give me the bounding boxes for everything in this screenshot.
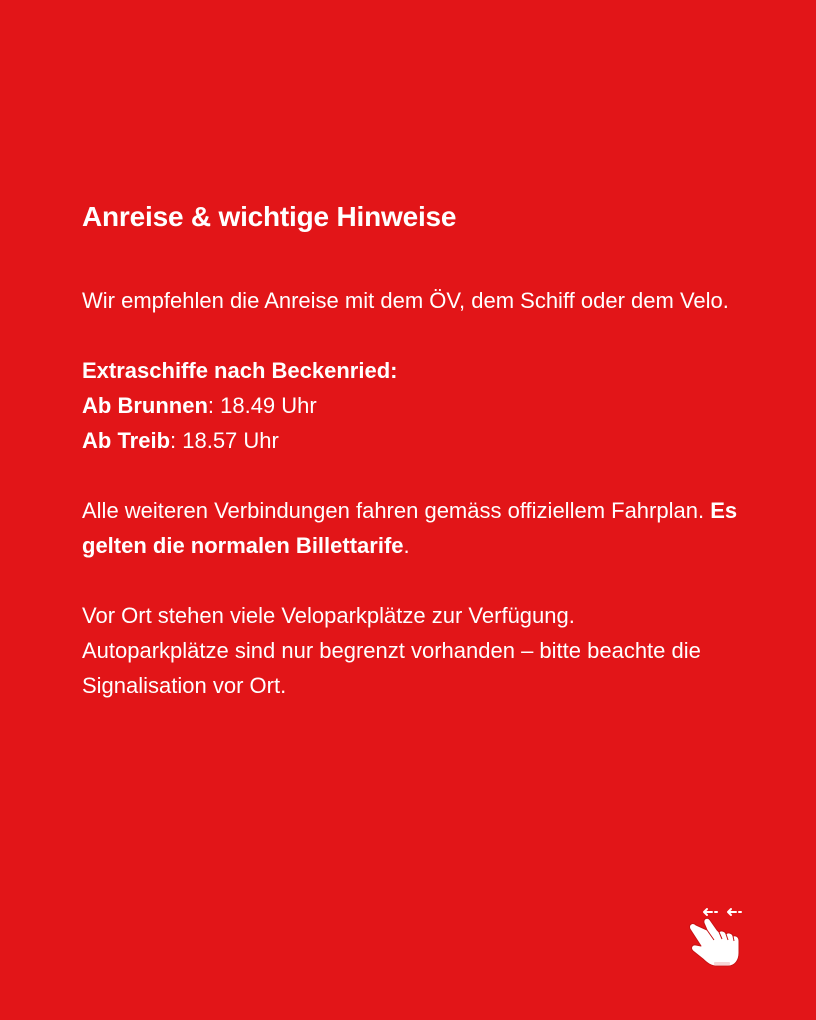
page-title: Anreise & wichtige Hinweise xyxy=(82,201,457,232)
extra-ships-schedule xyxy=(82,353,742,458)
departure-row xyxy=(82,388,742,423)
departure-place: Ab Treib xyxy=(82,428,171,453)
fares-end: . xyxy=(403,533,410,558)
parking-paragraph xyxy=(82,598,742,703)
parking-car-text: Autoparkplätze sind nur begrenzt vorhanden – bitte beachte die Signalisation vor Ort. xyxy=(82,638,701,698)
fares-emphasis: Es gelten die normalen Billettarife xyxy=(82,498,738,558)
fares-paragraph xyxy=(82,493,742,563)
departure-place: Ab Brunnen xyxy=(82,393,208,418)
swipe-left-hand-icon[interactable] xyxy=(684,904,752,970)
parking-bike-text: Vor Ort stehen viele Veloparkplätze zur Verfügung. xyxy=(82,603,575,628)
info-card xyxy=(82,196,742,703)
swipe-left-hand-icon xyxy=(684,904,752,970)
departure-time: : 18.57 Uhr xyxy=(170,428,279,453)
fares-text: Alle weiteren Verbindungen fahren gemäss offiziellem Fahrplan. xyxy=(82,498,711,523)
departure-row xyxy=(82,423,742,458)
schedule-heading: Extraschiffe nach Beckenried: xyxy=(82,358,398,383)
departure-time: : 18.49 Uhr xyxy=(207,393,317,418)
intro-paragraph: Wir empfehlen die Anreise mit dem ÖV, dem Schiff oder dem Velo. xyxy=(82,288,729,313)
